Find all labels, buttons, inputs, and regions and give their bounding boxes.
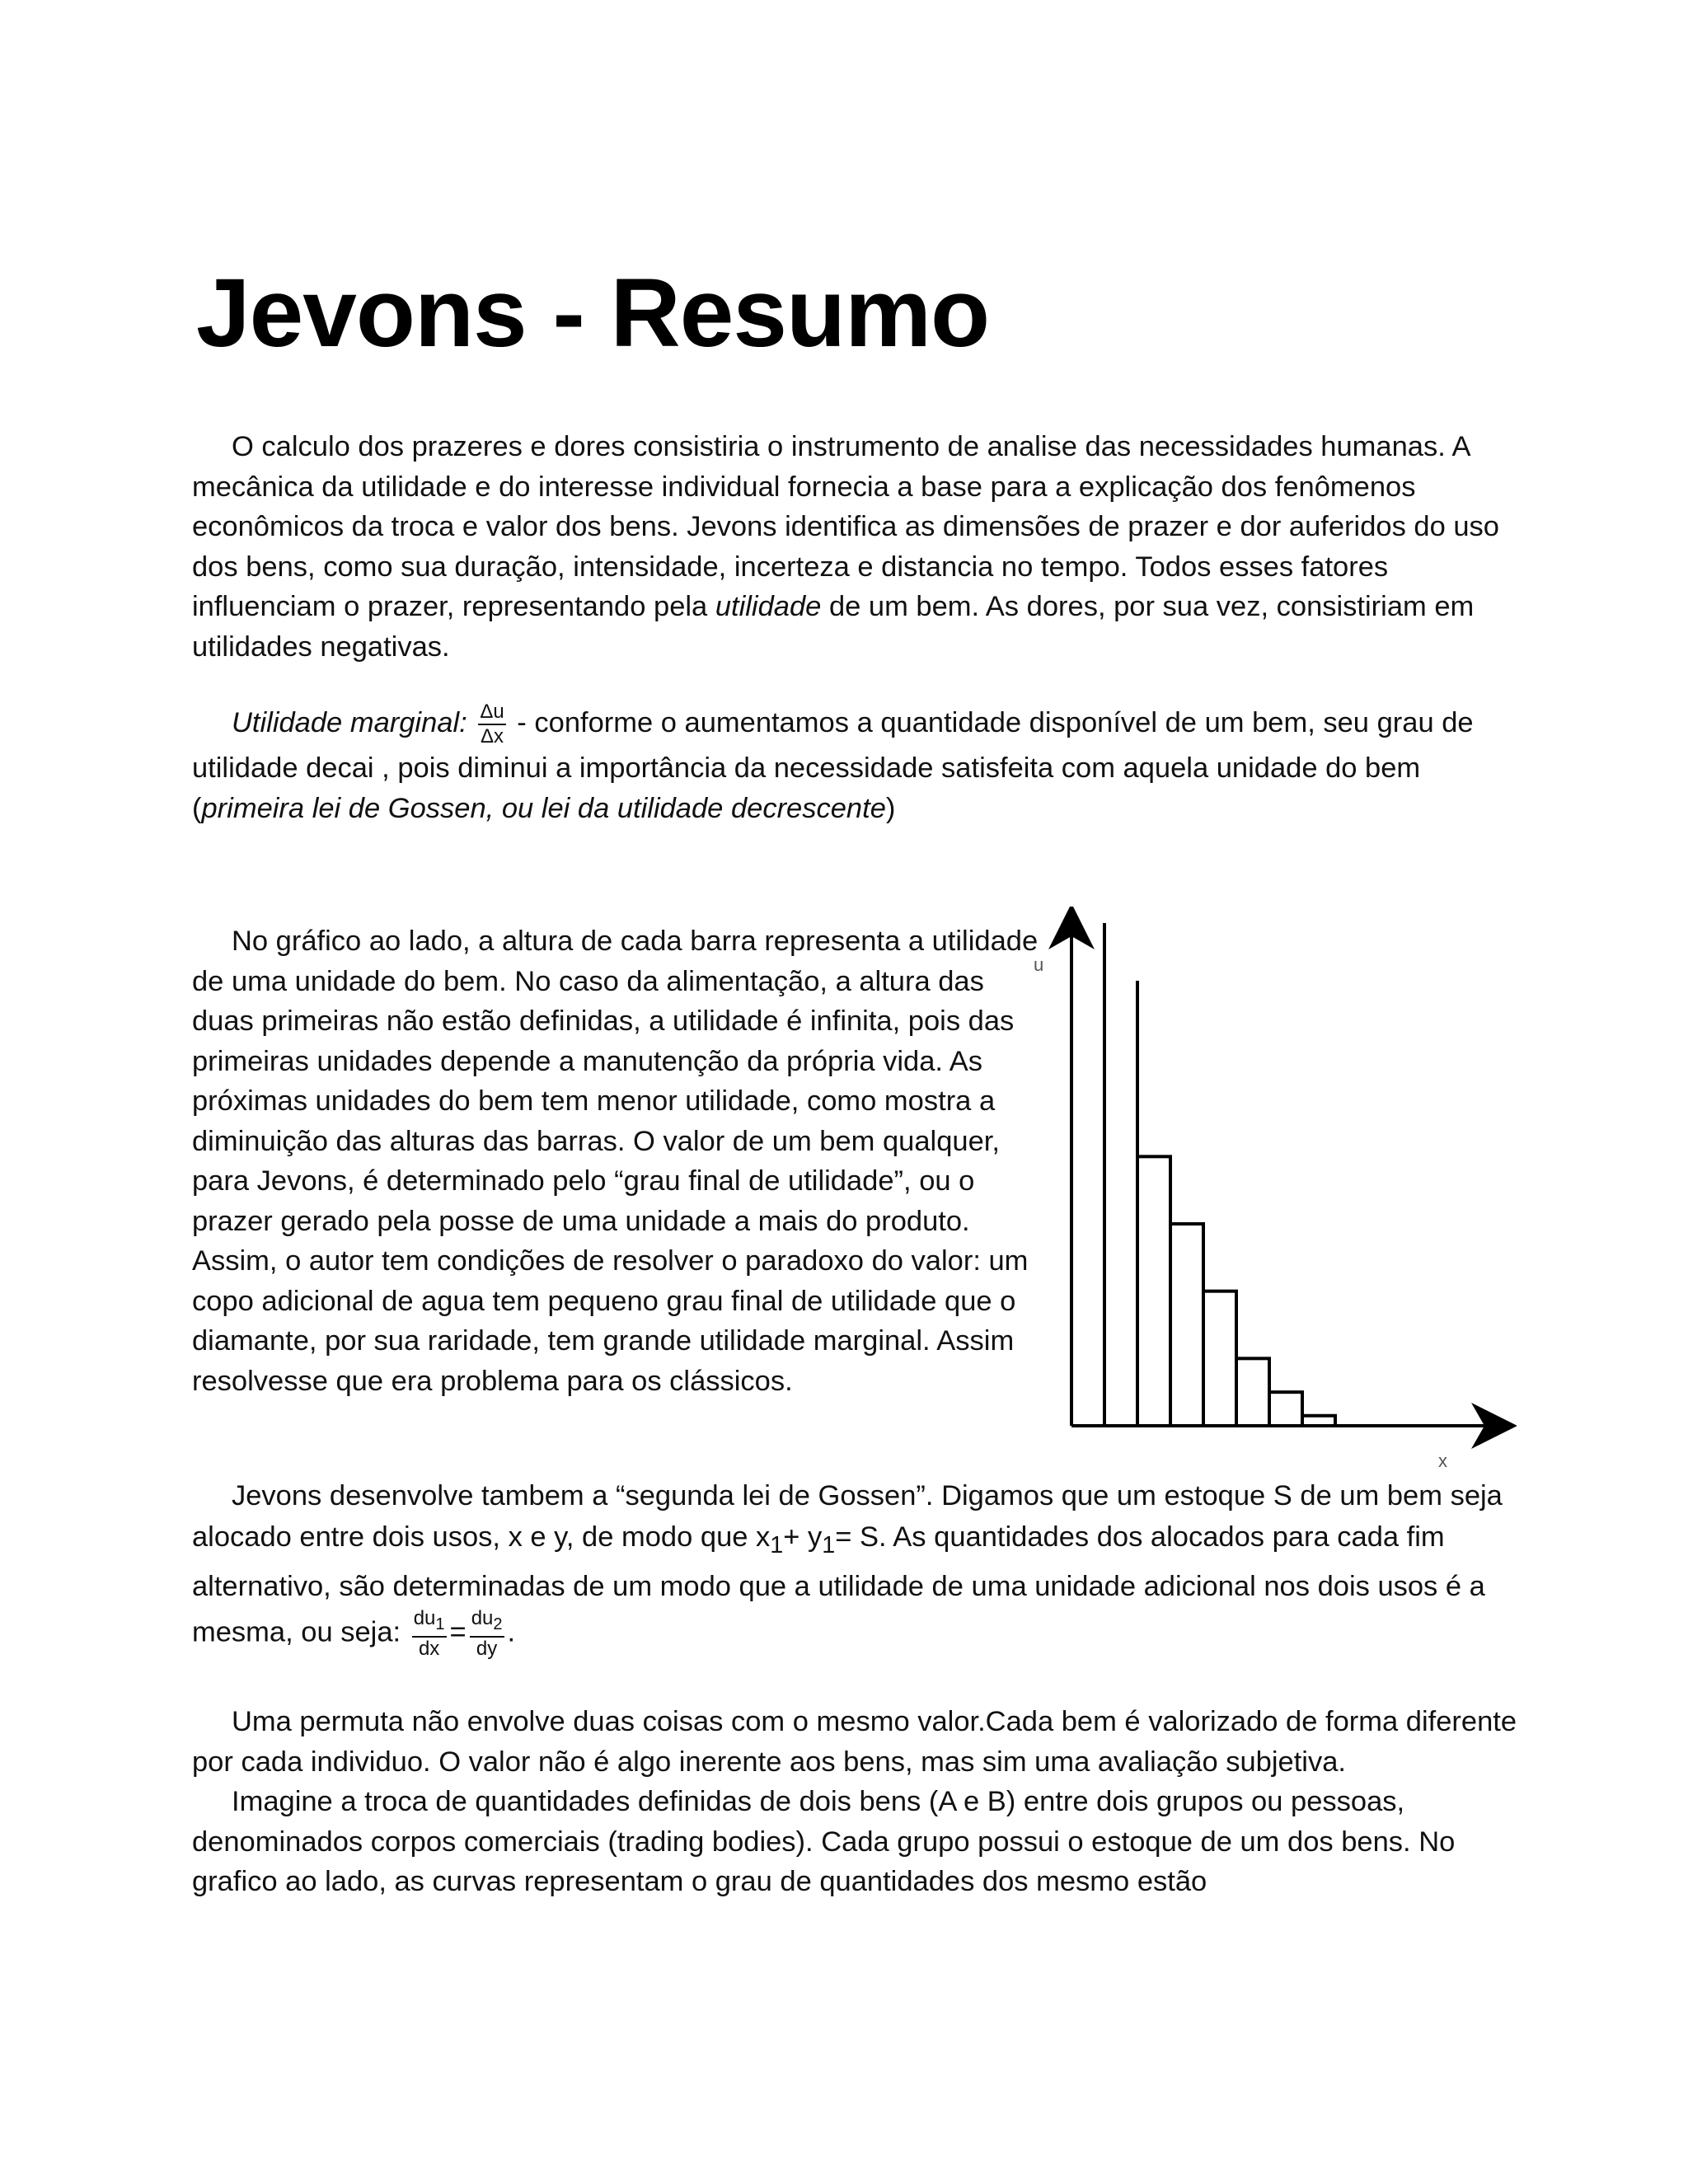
equals-sign: = [449,1616,467,1648]
fraction-du1-dx [412,1607,447,1661]
paragraph-exchange [192,1702,1519,1902]
fraction-du2-num: du [471,1606,494,1629]
paragraph-chart-explanation [192,921,1049,1401]
marginal-utility-text: - conforme o aumentamos a quantidade disponível de um bem, seu grau de utilidade decai , pois diminui a importância da necessidade satisfeita com aquela unidade do bem ( [192,707,1474,824]
bar-4 [1170,1224,1203,1426]
fraction-du1-num: du [413,1606,436,1629]
gossen-text-c: = S. As quantidades dos alocados para cada fim alternativo, são determinadas de um modo que a utilidade de uma unidade adicional nos dois usos é a mesma, ou seja: [192,1521,1485,1648]
exchange-paragraph-1 [192,1702,1519,1782]
fraction-du2-den: dy [476,1637,498,1660]
bar-5 [1203,1291,1236,1426]
gossen-text-a: Jevons desenvolve tambem a “segunda lei de Gossen”. Digamos que um estoque S de um bem seja alocado entre dois usos, x e y, de modo que x [192,1480,1503,1553]
gossen-text-b: + y [783,1521,823,1553]
chart-explanation-text: No gráfico ao lado, a altura de cada barra representa a utilidade de uma unidade do bem. No caso da alimentação, a altura das duas primeiras não estão definidas, a utilidade é infinita, pois das primeiras unidades depende a manutenção da própria vida. As próximas unidades do bem tem menor utilidade, como mostra a diminuição das alturas das barras. O valor de um bem qualquer, para Jevons, é determinado pelo “grau final de utilidade”, ou o prazer gerado pela posse de uma unidade a mais do produto. Assim, o autor tem condições de resolver o paradoxo do valor: um copo adicional de agua tem pequeno grau final de utilidade que o diamante, por sua raridade, tem grande utilidade marginal. Assim resolvesse que era problema para os clássicos. [192,926,1039,1397]
exchange-paragraph-2 [192,1782,1519,1902]
page-title: Jevons - Resumo [196,259,990,368]
x-axis-label: x [1438,1451,1447,1471]
paragraph-intro [192,427,1511,667]
fraction-du2-dy [470,1607,504,1661]
intro-italic: utilidade [715,591,822,622]
paragraph-second-gossen-law [192,1475,1519,1661]
fraction-du-dx [478,701,505,748]
gossen-end: . [507,1616,516,1648]
y-axis-label: u [1034,954,1044,975]
fraction-du2-sub: 2 [493,1615,503,1633]
subscript-x1: 1 [770,1531,784,1558]
marginal-utility-label: Utilidade marginal: [232,707,467,739]
exchange-text-1: Uma permuta não envolve duas coisas com o mesmo valor.Cada bem é valorizado de forma diferente por cada individuo. O valor não é algo inerente aos bens, mas sim uma avaliação subjetiva. [192,1706,1517,1778]
intro-text: O calculo dos prazeres e dores consistiria o instrumento de analise das necessidades humanas. A mecânica da utilidade e do interesse individual fornecia a base para a explicação dos fenômenos econômicos da troca e valor dos bens. Jevons identifica as dimensões de prazer e dor auferidos do uso dos bens, como sua duração, intensidade, incerteza e distancia no tempo. Todos esses fatores influenciam o prazer, representando pela [192,431,1499,622]
subscript-y1: 1 [822,1531,836,1558]
bar-6 [1236,1358,1269,1426]
fraction-du1-den: dx [418,1637,440,1660]
marginal-utility-chart [1022,907,1517,1483]
intro-end: de um bem. As dores, por sua vez, consistiriam em utilidades negativas. [192,591,1475,663]
fraction-denominator: Δx [481,725,504,748]
fraction-numerator: Δu [478,701,505,725]
exchange-text-2: Imagine a troca de quantidades definidas de dois bens (A e B) entre dois grupos ou pessoas, denominados corpos comerciais (trading bodies). Cada grupo possui o estoque de um dos bens. No grafico ao lado, as curvas representam o grau de quantidades dos mesmo estão [192,1786,1456,1897]
paragraph-marginal-utility [192,701,1511,828]
bar-7 [1269,1392,1302,1426]
gossen-law-italic: primeira lei de Gossen, ou lei da utilidade decrescente [201,792,886,824]
marginal-utility-end: ) [885,792,896,824]
fraction-du1-sub: 1 [435,1615,445,1633]
bar-3 [1137,1156,1170,1426]
